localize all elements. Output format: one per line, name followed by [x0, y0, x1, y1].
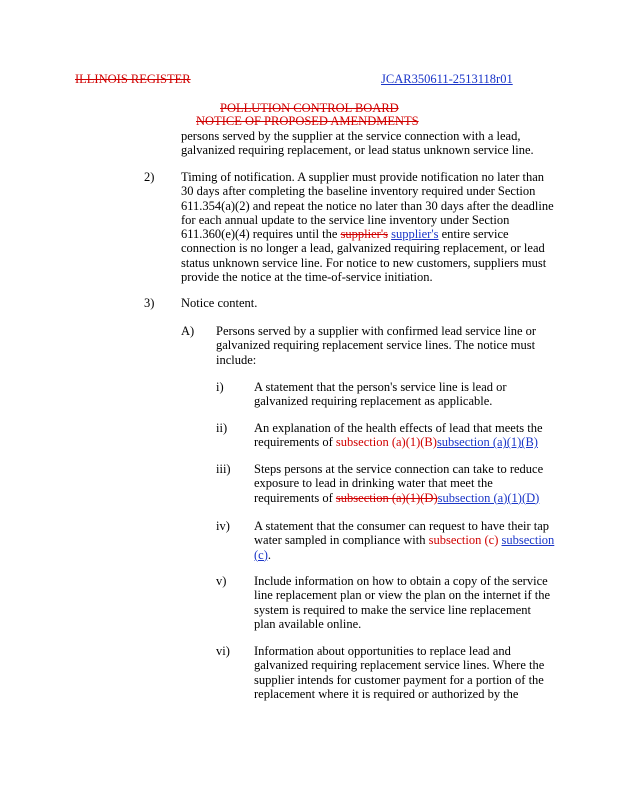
item-3-label: 3): [144, 296, 155, 310]
sub-iv-label: iv): [216, 519, 230, 533]
item-2-line: Timing of notification. A supplier must provide notification no later than: [181, 170, 545, 184]
sub-vi-label: vi): [216, 644, 230, 658]
item-2-text: 611.360(e)(4) requires until the: [181, 227, 341, 242]
item-a-label: A): [181, 324, 195, 338]
sub-ii-label: ii): [216, 421, 228, 435]
sub-ii-line: An explanation of the health effects of lead that meets the: [254, 421, 543, 435]
item-2-line-edit: [181, 227, 554, 241]
sub-v-line: Include information on how to obtain a copy of the service: [254, 574, 548, 588]
sub-vi-line: Information about opportunities to replace lead and: [254, 644, 511, 658]
sub-iii-line: exposure to lead in drinking water that meet the: [254, 476, 493, 491]
header-notice-title: NOTICE OF PROPOSED AMENDMENTS: [196, 114, 419, 128]
sub-v-line: plan available online.: [254, 616, 362, 631]
item-a-line: include:: [216, 352, 257, 367]
inserted-text: (c): [254, 547, 268, 562]
struck-text: subsection (a)(1)(B): [335, 435, 437, 450]
item-2-text: entire service: [438, 227, 509, 242]
header-jcar-code: JCAR350611-2513118r01: [381, 72, 513, 86]
sub-v-line: line replacement plan or view the plan on the internet if the: [254, 588, 551, 603]
sub-iv-text: .: [267, 547, 271, 562]
inserted-text: supplier's: [391, 227, 439, 242]
item-a-line: galvanized requiring replacement service lines. The notice must: [216, 338, 536, 353]
struck-text: supplier's: [340, 227, 388, 242]
sub-ii-text: requirements of: [254, 435, 336, 450]
sub-ii-line-edit: [254, 435, 543, 449]
sub-iv-paragraph: [254, 519, 554, 562]
sub-i-line: galvanized requiring replacement as applicable.: [254, 394, 493, 409]
item-a-paragraph: [216, 324, 536, 367]
sub-vi-line: replacement where it is required or authorized by the: [254, 686, 519, 701]
sub-iii-line: Steps persons at the service connection can take to reduce: [254, 462, 544, 476]
sub-vi-line: galvanized requiring replacement service lines. Where the: [254, 658, 545, 673]
sub-v-label: v): [216, 574, 227, 588]
item-2-line: 611.354(a)(2) and repeat the notice no later than 30 days after the deadline: [181, 198, 554, 213]
item-2-line: status unknown service line. For notice to new customers, suppliers must: [181, 255, 547, 270]
sub-iv-line: A statement that the consumer can request to have their tap: [254, 519, 550, 533]
sub-v-paragraph: [254, 574, 550, 631]
item-2-line: 30 days after completing the baseline inventory required under Section: [181, 184, 536, 199]
item-a-line: Persons served by a supplier with confirmed lead service line or: [216, 324, 537, 338]
inserted-text: subsection (a)(1)(D): [437, 490, 540, 505]
sub-iv-line-edit: [254, 533, 554, 547]
sub-i-label: i): [216, 380, 224, 394]
struck-text: subsection (c): [428, 533, 499, 548]
sub-iii-text: requirements of: [254, 490, 336, 505]
sub-i-line: A statement that the person's service line is lead or: [254, 380, 507, 394]
sub-v-line: system is required to make the service line replacement: [254, 602, 531, 617]
continuation-line: persons served by the supplier at the service connection with a lead,: [181, 129, 521, 143]
sub-i-paragraph: [254, 380, 507, 409]
continuation-paragraph: [181, 129, 534, 158]
struck-text: subsection (a)(1)(D): [335, 490, 438, 505]
sub-iii-label: iii): [216, 462, 231, 476]
item-3-text: Notice content.: [181, 296, 258, 310]
inserted-text: subsection (a)(1)(B): [436, 435, 538, 450]
header-board-title: POLLUTION CONTROL BOARD: [220, 101, 399, 115]
sub-iii-paragraph: [254, 462, 543, 505]
item-2-line: provide the notice at the time-of-service initiation.: [181, 270, 433, 285]
header-illinois-register: ILLINOIS REGISTER: [75, 72, 191, 86]
item-2-line: connection is no longer a lead, galvanized requiring replacement, or lead: [181, 241, 545, 256]
item-2-line: for each annual update to the service line inventory under Section: [181, 212, 510, 227]
inserted-text: subsection: [501, 533, 555, 548]
continuation-line: galvanized requiring replacement, or lead status unknown service line.: [181, 143, 534, 158]
sub-iv-line-edit: [254, 548, 554, 562]
sub-vi-paragraph: [254, 644, 544, 701]
sub-vi-line: supplier intends for customer payment for a portion of the: [254, 672, 544, 687]
sub-iv-text: water sampled in compliance with: [254, 533, 429, 548]
item-2-paragraph: [181, 170, 554, 284]
sub-iii-line-edit: [254, 491, 543, 505]
sub-ii-paragraph: [254, 421, 543, 450]
item-2-label: 2): [144, 170, 155, 184]
